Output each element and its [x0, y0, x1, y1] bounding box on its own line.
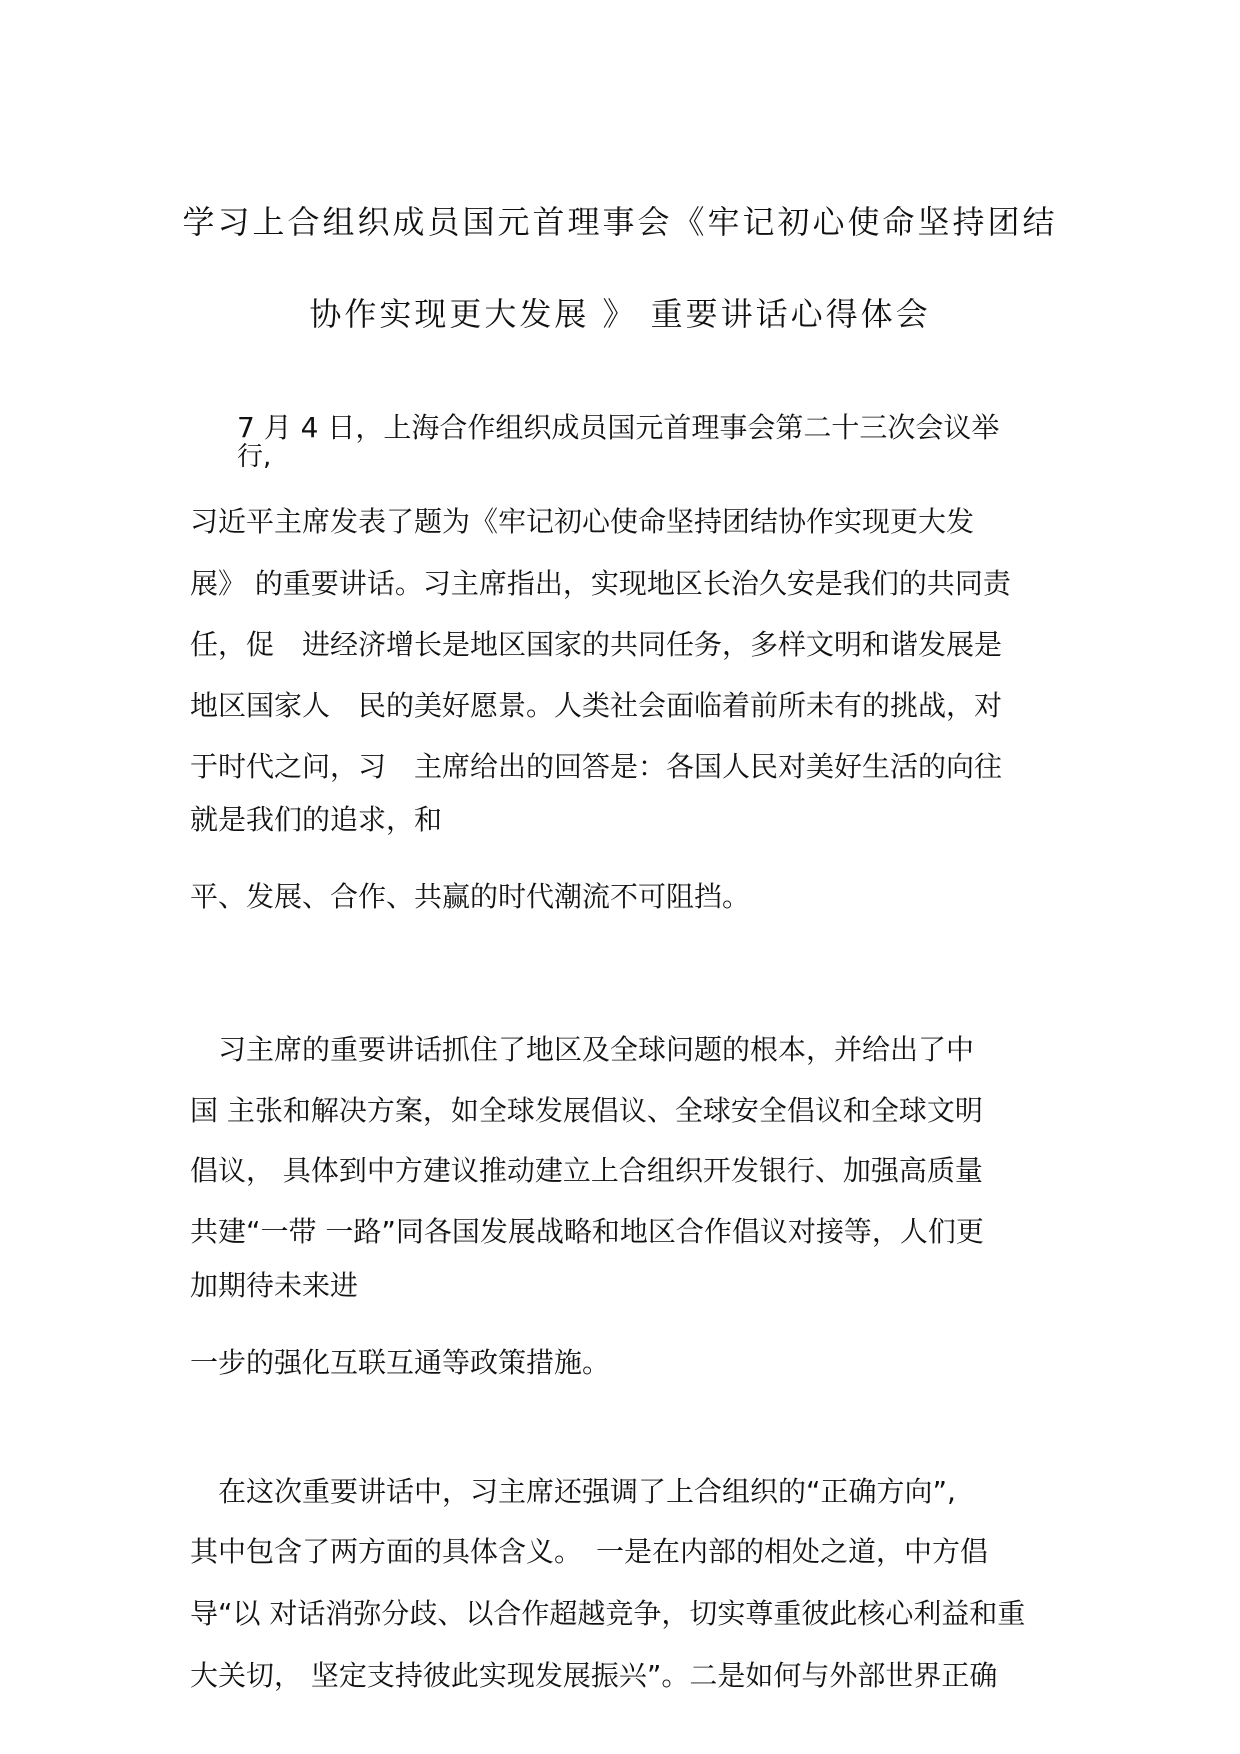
body-line: 共建“一带 一路”同各国发展战略和地区合作倡议对接等，人们更: [190, 1215, 984, 1248]
body-line: 导“以 对话消弥分歧、以合作超越竞争，切实尊重彼此核心利益和重: [190, 1597, 1026, 1630]
body-line: 地区国家人 民的美好愿景。人类社会面临着前所未有的挑战，对: [190, 689, 1003, 722]
body-line: 习近平主席发表了题为《牢记初心使命坚持团结协作实现更大发: [190, 505, 975, 538]
body-line: 7 月 4 日，上海合作组织成员国元首理事会第二十三次会议举: [237, 411, 1000, 444]
body-line: 大关切， 坚定支持彼此实现发展振兴”。二是如何与外部世界正确: [190, 1659, 998, 1692]
body-line: 国 主张和解决方案，如全球发展倡议、全球安全倡议和全球文明: [190, 1094, 983, 1127]
body-line: 就是我们的追求，和: [190, 803, 443, 836]
body-line: 展》 的重要讲话。习主席指出，实现地区长治久安是我们的共同责: [190, 567, 1011, 600]
body-line: 其中包含了两方面的具体含义。 一是在内部的相处之道，中方倡: [190, 1535, 989, 1568]
body-line: 于时代之问，习 主席给出的回答是：各国人民对美好生活的向往: [190, 750, 1003, 783]
document-title-line-1: 学习上合组织成员国元首理事会《牢记初心使命坚持团结: [182, 203, 1058, 241]
body-line: 一步的强化互联互通等政策措施。: [190, 1346, 611, 1379]
body-line: 行,: [237, 442, 272, 472]
body-line: 倡议， 具体到中方建议推动建立上合组织开发银行、加强高质量: [190, 1154, 983, 1187]
body-line: 平、发展、合作、共赢的时代潮流不可阻挡。: [190, 880, 751, 913]
body-line: 任，促 进经济增长是地区国家的共同任务，多样文明和谐发展是: [190, 628, 1003, 661]
body-line: 在这次重要讲话中，习主席还强调了上合组织的“正确方向”,: [190, 1475, 956, 1508]
body-line: 习主席的重要讲话抓住了地区及全球问题的根本，并给出了中: [190, 1033, 975, 1066]
body-line: 加期待未来进: [190, 1269, 359, 1302]
document-title-line-2: 协作实现更大发展 》 重要讲话心得体会: [309, 295, 931, 333]
